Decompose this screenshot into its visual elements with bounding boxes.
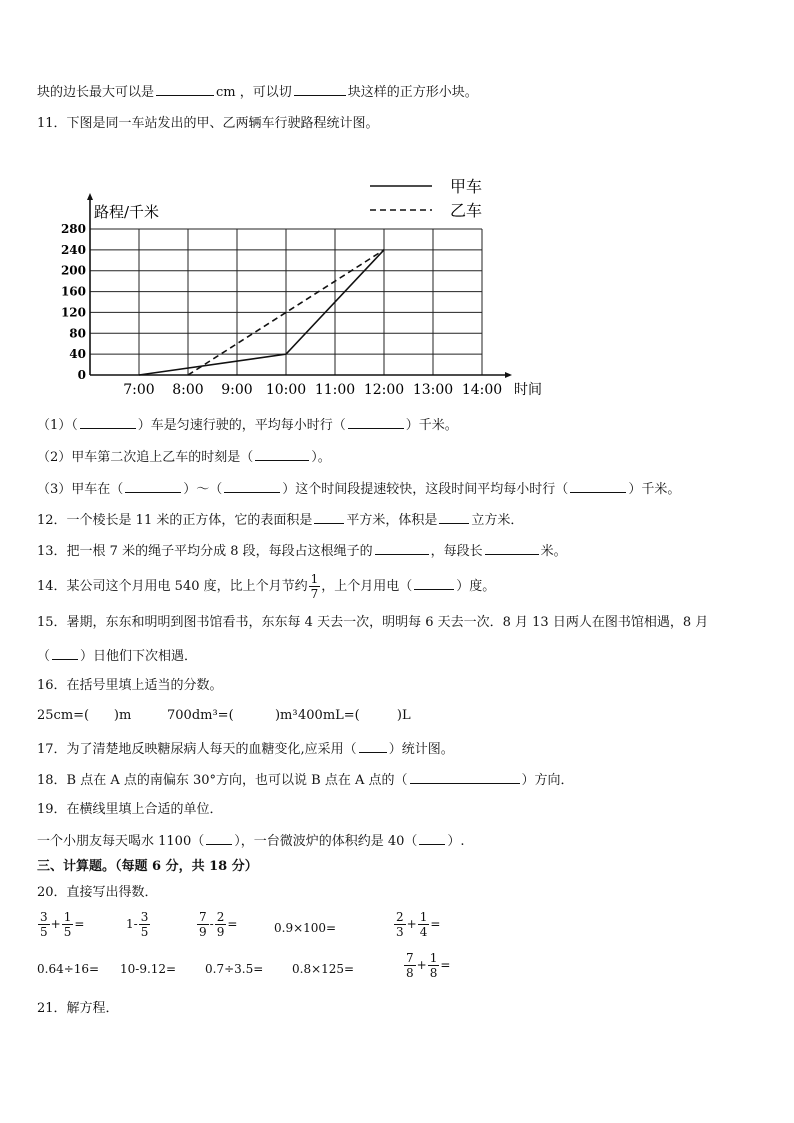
text: ）日他们下次相遇． xyxy=(80,649,198,664)
x-tick-label: 11:00 xyxy=(314,382,356,398)
question-11-1 xyxy=(37,415,458,435)
section-3-heading: 三、计算题。（每题 6 分，共 18 分） xyxy=(37,859,258,874)
q16-item-3[interactable]: 400mL=( )L xyxy=(298,708,411,723)
text: ）～（ xyxy=(183,482,223,497)
denominator: 7 xyxy=(310,587,319,601)
numerator: 2 xyxy=(216,910,225,924)
x-tick-label: 9:00 xyxy=(221,382,253,398)
answer-blank[interactable] xyxy=(156,82,214,96)
answer-blank[interactable] xyxy=(410,770,520,784)
y-tick-label: 280 xyxy=(60,222,86,236)
answer-blank[interactable] xyxy=(314,510,344,524)
text: ）这个时间段提速较快，这段时间平均每小时行（ xyxy=(282,482,569,497)
answer-blank[interactable] xyxy=(125,479,181,493)
text: 块的边长最大可以是 xyxy=(37,85,155,100)
q16-item-2[interactable]: 700dm³=( )m³ xyxy=(167,708,298,723)
y-tick-label: 120 xyxy=(60,305,86,320)
fraction xyxy=(309,572,321,601)
text: ）车是匀速行驶的，平均每小时行（ xyxy=(137,418,346,433)
chart-legend xyxy=(370,177,482,220)
numerator: 3 xyxy=(140,910,149,924)
answer-blank[interactable] xyxy=(52,646,78,660)
calc-item-7[interactable]: 10-9.12= xyxy=(120,962,177,976)
calc-item-4[interactable]: 0.9×100= xyxy=(274,921,337,935)
text: ）方向． xyxy=(521,773,574,788)
numerator: 1 xyxy=(310,572,319,586)
denominator: 9 xyxy=(216,925,225,939)
x-tick-label: 14:00 xyxy=(461,382,503,398)
question-14 xyxy=(37,572,495,602)
fraction xyxy=(215,910,227,939)
equals: = xyxy=(440,958,451,972)
text: ），一台微波炉的体积约是 40（ xyxy=(234,834,418,849)
text: 块这样的正方形小块。 xyxy=(347,85,478,100)
y-axis-label: 路程/千米 xyxy=(94,203,160,221)
y-tick-label: 160 xyxy=(60,284,86,299)
question-19: 19．在横线里填上合适的单位． xyxy=(37,802,223,817)
calc-item-9[interactable]: 0.8×125= xyxy=(292,962,355,976)
text: 17．为了清楚地反映糖尿病人每天的血糖变化,应采用（ xyxy=(37,742,357,757)
legend-label: 乙车 xyxy=(450,201,483,220)
question-15: 15．暑期，东东和明明到图书馆看书，东东每 4 天去一次，明明每 6 天去一次．8 月 13 日两人在图书馆相遇，8 月 xyxy=(37,615,709,630)
fraction xyxy=(428,951,440,980)
calc-item-3[interactable] xyxy=(196,910,237,939)
x-axis-label: 时间 xyxy=(514,382,542,398)
y-tick-label: 80 xyxy=(69,326,86,341)
equals: = xyxy=(74,917,85,931)
y-axis-arrow xyxy=(87,193,93,200)
question-20: 20．直接写出得数． xyxy=(37,885,158,900)
x-tick-label: 12:00 xyxy=(363,382,405,398)
question-11-2 xyxy=(37,447,331,467)
text: ）. xyxy=(447,834,465,849)
x-tick-label: 13:00 xyxy=(412,382,454,398)
answer-blank[interactable] xyxy=(294,82,346,96)
text: ）统计图。 xyxy=(388,742,454,757)
text: （2）甲车第二次追上乙车的时刻是（ xyxy=(37,450,254,465)
x-axis-arrow xyxy=(505,372,512,378)
operator: + xyxy=(406,917,417,931)
fraction xyxy=(139,910,151,939)
denominator: 3 xyxy=(396,925,404,939)
operator: + xyxy=(416,958,427,972)
q10-continuation xyxy=(37,82,478,102)
denominator: 5 xyxy=(140,925,149,939)
text: 12．一个棱长是 11 米的正方体，它的表面积是 xyxy=(37,513,313,528)
question-15-cont xyxy=(37,646,197,666)
calc-item-5[interactable] xyxy=(393,910,440,939)
numerator: 2 xyxy=(396,910,404,924)
fraction xyxy=(404,951,416,980)
legend-label: 甲车 xyxy=(450,177,483,196)
text: ，上个月用电（ xyxy=(321,579,413,594)
answer-blank[interactable] xyxy=(224,479,280,493)
text: 一个小朋友每天喝水 1100（ xyxy=(37,834,205,849)
text: cm ，可以切 xyxy=(216,85,292,100)
question-12 xyxy=(37,510,523,530)
numerator: 1 xyxy=(63,910,72,924)
calc-item-6[interactable]: 0.64÷16= xyxy=(37,962,100,976)
answer-blank[interactable] xyxy=(439,510,469,524)
text: （ xyxy=(37,649,51,664)
answer-blank[interactable] xyxy=(375,541,429,555)
equals: = xyxy=(227,917,238,931)
x-tick-label: 7:00 xyxy=(123,382,155,398)
text: ）千米。 xyxy=(628,482,681,497)
fraction xyxy=(394,910,406,939)
prefix: 1- xyxy=(126,917,138,931)
denominator: 9 xyxy=(199,925,207,939)
question-17 xyxy=(37,739,454,759)
question-18 xyxy=(37,770,574,790)
numerator: 7 xyxy=(199,910,207,924)
fraction xyxy=(197,910,209,939)
y-tick-label: 240 xyxy=(60,242,86,257)
y-tick-label: 40 xyxy=(69,347,86,362)
text: ）度。 xyxy=(456,579,496,594)
calc-item-8[interactable]: 0.7÷3.5= xyxy=(205,962,264,976)
text: 14．某公司这个月用电 540 度，比上个月节约 xyxy=(37,579,308,594)
numerator: 7 xyxy=(406,951,414,965)
question-21: 21．解方程． xyxy=(37,1001,119,1016)
answer-blank[interactable] xyxy=(359,739,387,753)
question-11: 11．下图是同一车站发出的甲、乙两辆车行驶路程统计图。 xyxy=(37,116,379,131)
numerator: 1 xyxy=(429,951,438,965)
answer-blank[interactable] xyxy=(206,831,232,845)
distance-time-chart xyxy=(60,172,560,404)
answer-blank[interactable] xyxy=(80,415,136,429)
denominator: 8 xyxy=(406,966,414,980)
answer-blank[interactable] xyxy=(419,831,445,845)
q16-item-1[interactable]: 25cm=( )m xyxy=(37,708,132,723)
equals: = xyxy=(430,917,441,931)
answer-blank[interactable] xyxy=(348,415,404,429)
operator: - xyxy=(209,917,214,931)
operator: + xyxy=(50,917,61,931)
denominator: 5 xyxy=(40,925,48,939)
numerator: 1 xyxy=(419,910,428,924)
calc-item-10[interactable] xyxy=(403,951,450,980)
text: ，每段长 xyxy=(430,544,483,559)
text: ）千米。 xyxy=(405,418,458,433)
fraction xyxy=(418,910,430,939)
question-13 xyxy=(37,541,567,561)
fraction xyxy=(62,910,74,939)
answer-blank[interactable] xyxy=(570,479,626,493)
text: （1）（ xyxy=(37,418,78,433)
question-19-body xyxy=(37,831,465,851)
text: ）。 xyxy=(311,450,331,465)
denominator: 4 xyxy=(419,925,428,939)
numerator: 3 xyxy=(40,910,48,924)
answer-blank[interactable] xyxy=(485,541,539,555)
text: 米。 xyxy=(540,544,567,559)
denominator: 5 xyxy=(63,925,72,939)
text: 18．B 点在 A 点的南偏东 30°方向，也可以说 B 点在 A 点的（ xyxy=(37,773,408,788)
fraction xyxy=(38,910,50,939)
x-tick-label: 10:00 xyxy=(265,382,307,398)
answer-blank[interactable] xyxy=(414,576,454,590)
text: 立方米． xyxy=(471,513,524,528)
chart-ticks xyxy=(61,203,542,398)
question-16: 16．在括号里填上适当的分数。 xyxy=(37,678,223,693)
calc-item-2[interactable] xyxy=(126,910,151,939)
y-tick-label: 0 xyxy=(77,368,86,382)
calc-item-1[interactable] xyxy=(37,910,84,939)
x-tick-label: 8:00 xyxy=(172,382,204,398)
answer-blank[interactable] xyxy=(255,447,309,461)
y-tick-label: 200 xyxy=(60,263,86,278)
text: （3）甲车在（ xyxy=(37,482,124,497)
text: 13．把一根 7 米的绳子平均分成 8 段，每段占这根绳子的 xyxy=(37,544,373,559)
denominator: 8 xyxy=(429,966,438,980)
question-11-3 xyxy=(37,479,680,499)
text: 平方米，体积是 xyxy=(346,513,438,528)
